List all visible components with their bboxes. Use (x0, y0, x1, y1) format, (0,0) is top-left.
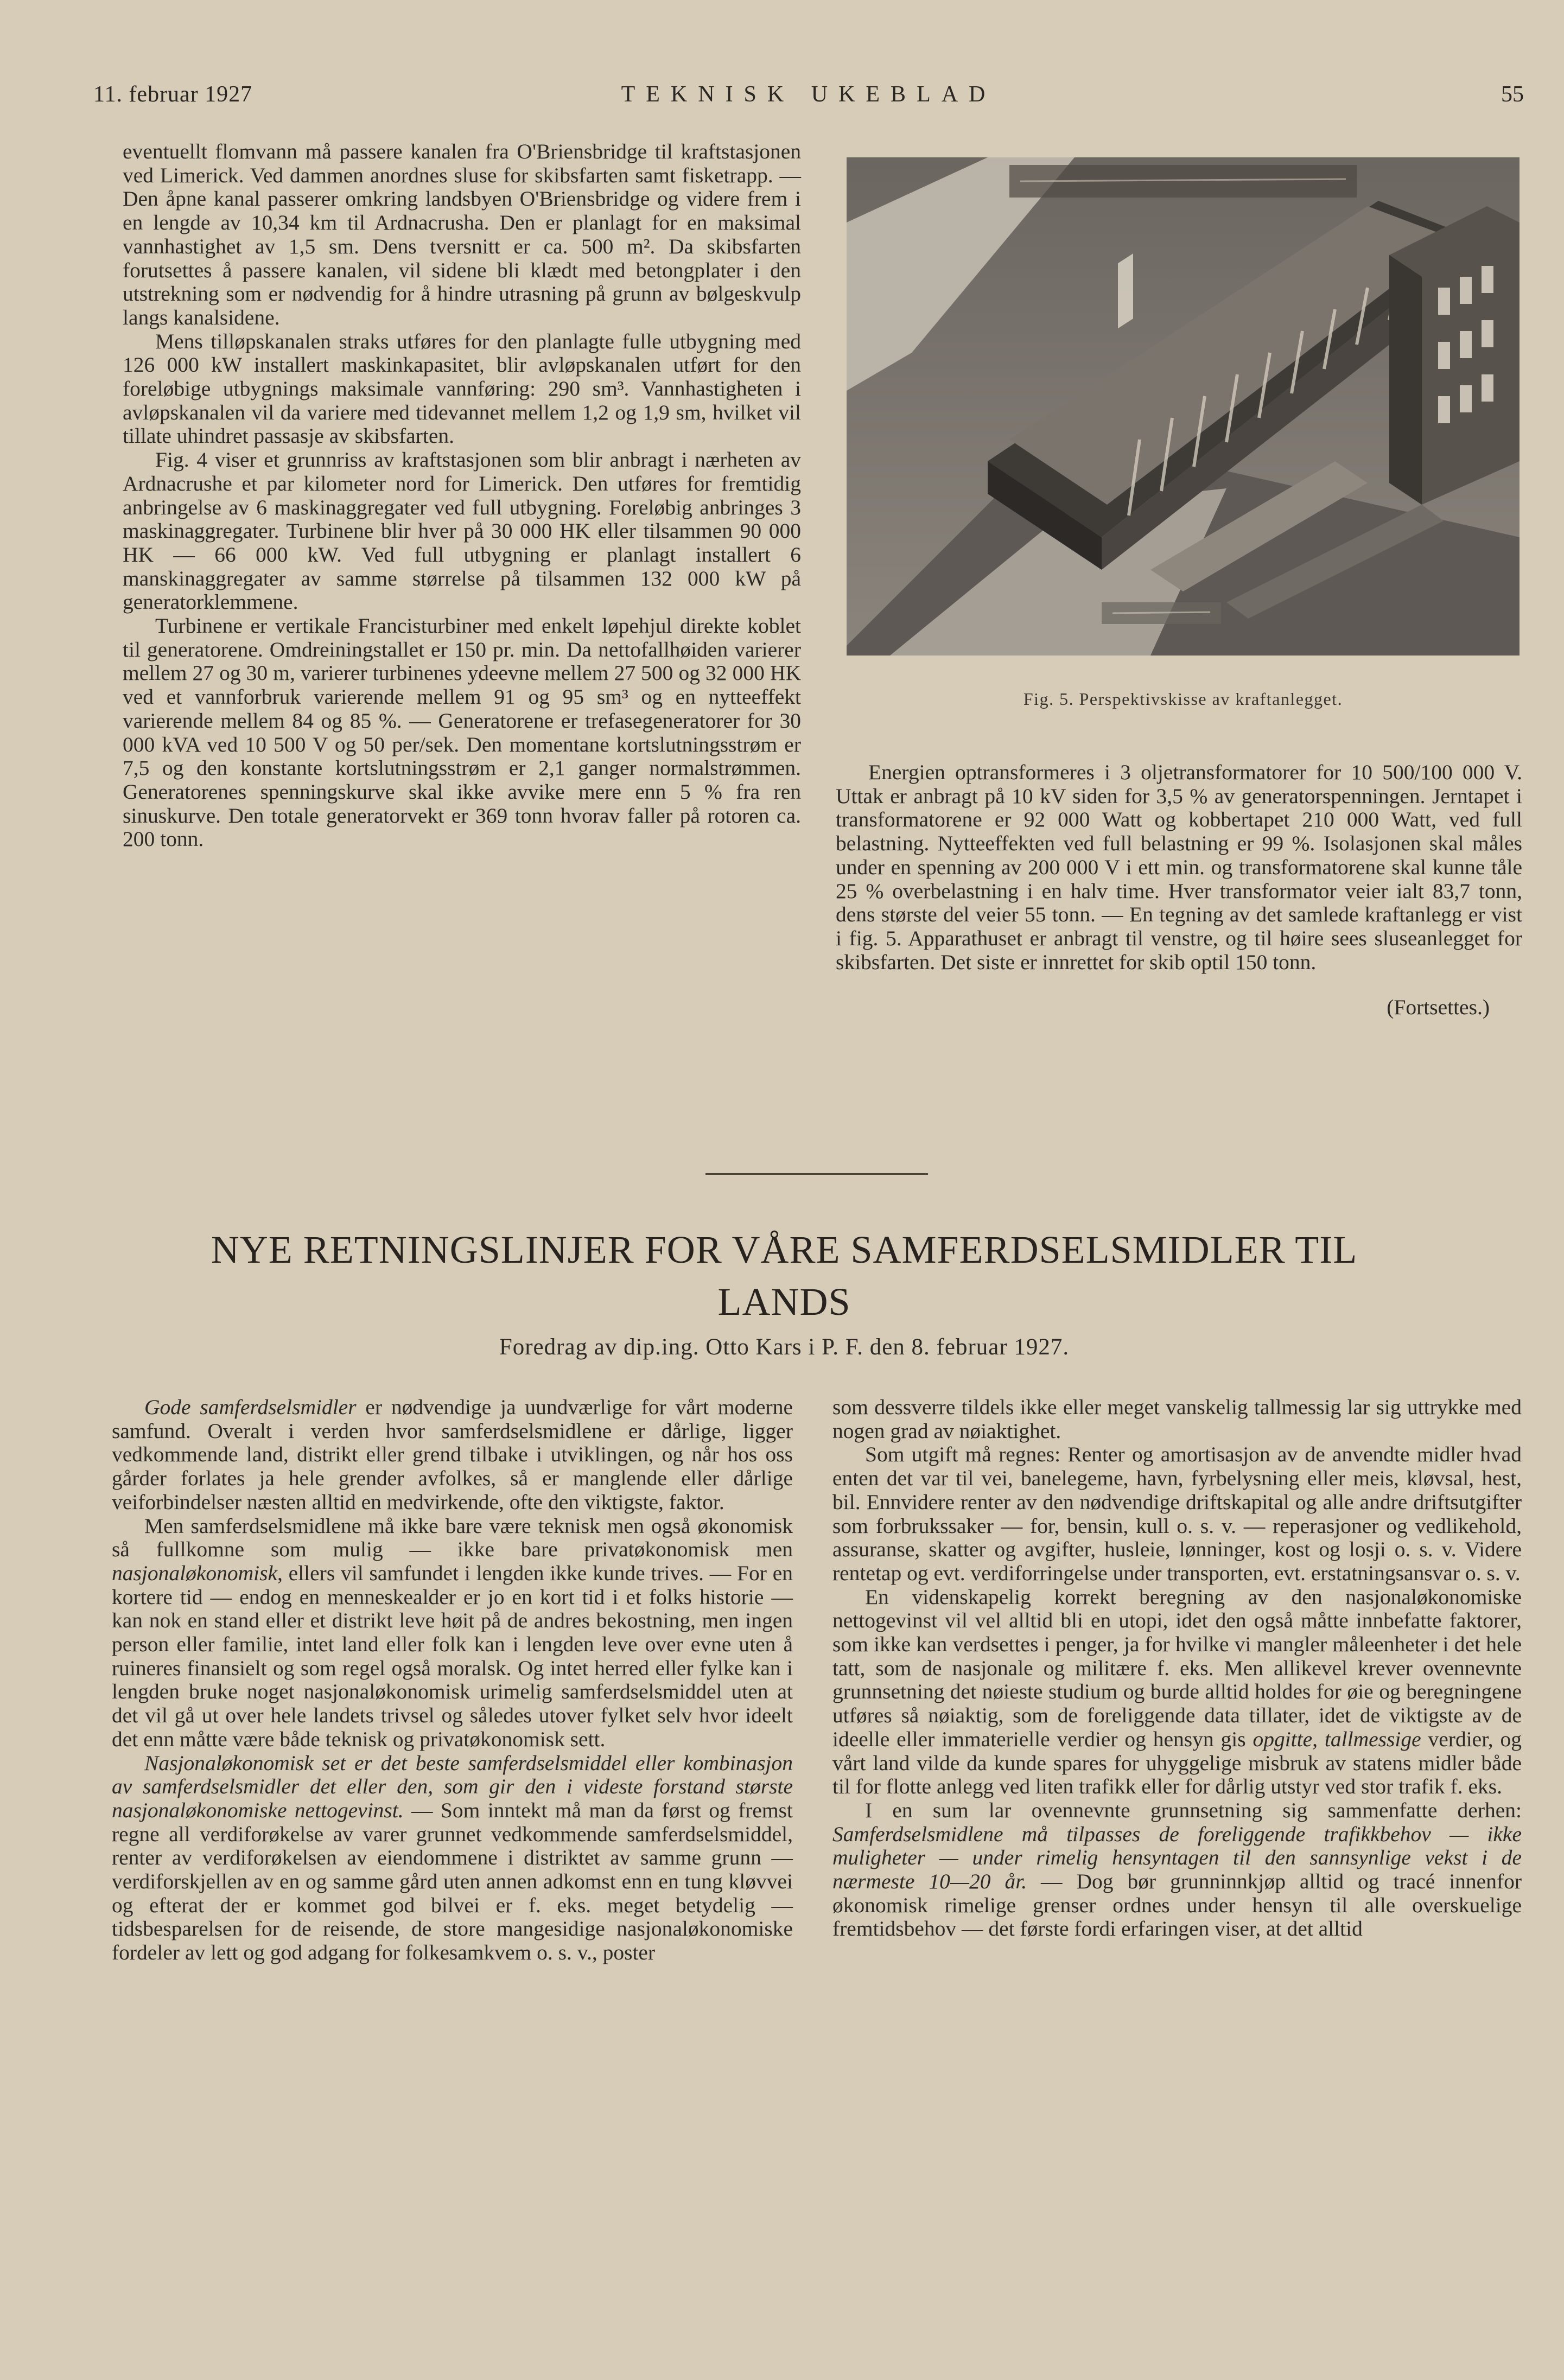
paragraph: Som utgift må regnes: Renter og amortisasjon av de anvendte midler hvad enten det var til vei, banelegeme, havn, fyrbelysning eller meis, kløvsal, hest, bil. Ennvidere renter av den nødvendige driftskapital og alle andre driftsutgifter som forbrukssaker — for, bensin, kull o. s. v. — reperasjoner og vedlikehold, assuranse, skatter og avgifter, husleie, lønninger, kost og losji o. s. v. Videre rentetap og evt. verdiforringelse under transporten, evt. erstatningsansvar o. s. v. (832, 1442, 1522, 1585)
column-1 (123, 140, 801, 851)
paragraph: Turbinene er vertikale Francisturbiner med enkelt løpehjul direkte koblet til generatorene. Omdreiningstallet er 150 pr. min. Da nettofallhøiden varierer mellem 27 og 30 m, varierer turbinenes ydeevne mellem 27 500 og 32 000 HK ved et vannforbruk varierende mellem 91 og 95 sm³ og en nytteeffekt varierende mellem 84 og 85 %. — Generatorene er trefasegeneratorer for 30 000 kVA ved 10 500 V og 50 per/sek. Den momentane kortslutningsstrøm er 7,5 og den konstante kortslutningsstrøm er 2,1 ganger normalstrømmen. Generatorenes spenningskurve skal ikke avvike mere enn 5 % fra ren sinuskurve. Den totale generatorvekt er 369 tonn hvorav faller på rotoren ca. 200 tonn. (123, 614, 801, 851)
emphasis: opgitte, tallmessige (1253, 1727, 1421, 1751)
paragraph: Mens tilløpskanalen straks utføres for den planlagte fulle utbygning med 126 000 kW installert maskinkapasitet, blir avløpskanalen utført for den foreløbige utbygnings maksimale vannføring: 290 sm³. Vannhastigheten i avløpskanalen vil da variere med tidevannet mellem 1,2 og 1,9 sm, hvilket vil tillate uhindret passasje av skibsfarten. (123, 329, 801, 448)
paragraph: som dessverre tildels ikke eller meget vanskelig tallmessig lar sig uttrykke med nogen grad av nøiaktighet. (832, 1395, 1522, 1443)
paragraph (112, 1396, 793, 1514)
emphasis: nasjonaløkonomisk (112, 1561, 278, 1585)
paragraph (832, 1799, 1522, 1941)
power-station-perspective-image (847, 157, 1520, 656)
paragraph (112, 1752, 793, 1965)
perspective-sketch-illustration (847, 157, 1520, 656)
paragraph-text: Men samferdselsmidlene må ikke bare være teknisk men også økonomisk så fullkomne som mulig — ikke bare privatøkonomisk men (112, 1513, 793, 1562)
paragraph-text: er nødvendige ja uundværlige for vårt moderne samfund. Overalt i verden hvor samferdselsmidlene er dårlige, ligger vedkommende land, distrikt eller grend tilbake i utviklingen, og når hos oss gårder forlates ja hele grender avfolkes, så er manglende eller dårlige veiforbindelser næsten alltid en medvirkende, ofte den viktigste, faktor. (112, 1395, 793, 1514)
article-byline: Foredrag av dip.ing. Otto Kars i P. F. den 8. februar 1927. (499, 1334, 1070, 1360)
emphasis: Gode samferdselsmidler (144, 1395, 357, 1419)
paragraph: Fig. 4 viser et grunnriss av kraftstasjonen som blir anbragt i nærheten av Ardnacrushe et par kilometer nord for Limerick. Den utføres for fremtidig anbringelse av 6 maskinaggregater ved full utbygning. Foreløbig anbringes 3 maskinaggregater. Turbinene blir hver på 30 000 HK eller tilsammen 90 000 HK — 66 000 kW. Ved full utbygning er planlagt installert 6 manskinaggregater av samme størrelse på tilsammen 132 000 kW på generatorklemmene. (123, 448, 801, 614)
paragraph-text: — Dog bør grunninnkjøp alltid og tracé innenfor økonomisk rimelige grenser ordnes under hensyn til alle overskuelige fremtidsbehov — det første fordi erfaringen viser, at det alltid (832, 1869, 1522, 1941)
article-headline: NYE RETNINGSLINJER FOR VÅRE SAMFERDSELSMIDLER TIL LANDS (211, 1228, 1358, 1323)
emphasis: Nasjonaløkonomisk set er det beste samferdselsmiddel eller kombinasjon av samferdselsmidler det eller den, som gir den i videste forstand største nasjonaløkonomiske nettogevinst. (112, 1751, 793, 1822)
publication-title: TEKNISK UKEBLAD (621, 82, 996, 107)
paragraph-text: , ellers vil samfundet i lengden ikke kunde trives. — For en kortere tid — endog en menneskealder er jo en kort tid i et folks historie — kan nok en stand eller et distrikt leve høit på de andres bekostning, men ingen person eller familie, intet land eller folk kan i lengden leve over evne uten å ruineres finansielt og som regel også moralsk. Og intet herred eller fylke kan i lengden bruke noget nasjonaløkonomisk urimelig samferdselsmiddel uten at det vil gå ut over hele landets trivsel og således utover fylket selv hvor ideelt det enn måtte være både teknisk og privatøkonomisk sett. (112, 1561, 793, 1751)
emphasis: Samferdselsmidlene må tilpasses de foreliggende trafikkbehov — ikke muligheter — under rimelig hensyntagen til den sannsynlige vekst i de nærmeste 10—20 år. (832, 1822, 1522, 1894)
paragraph: eventuellt flomvann må passere kanalen fra O'Briensbridge til kraftstasjonen ved Limerick. Ved dammen anordnes sluse for skibsfarten samt fisketrapp. — Den åpne kanal passerer omkring landsbyen O'Briensbridge og videre frem i en lengde av 10,34 km til Ardnacrusha. Den er planlagt for en maksimal vannhastighet av 1,5 sm. Dens tversnitt er ca. 500 m². Da skibsfarten forutsettes å passere kanalen, vil sidene bli klædt med betongplater i den utstrekning som er nødvendig for å hindre utrasning på grunn av bølgeskvulp langs kanalsidene. (123, 139, 801, 329)
page-header (93, 81, 1524, 114)
paragraph-text: — Som inntekt må man da først og fremst regne all verdiforøkelse av varer grunnet vedkommende samferdselsmiddel, renter av verdiforøkelsen av eiendommene i distriktet av samme grunn — verdiforskjellen av en og samme gård uten annen adkomst enn en tung kløvvei og efterat der er kommet god bilvei er f. eks. meget betydelig — tidsbesparelsen for de reisende, de store mangesidige nasjonaløkonomiske fordeler av lett og god adgang for folkesamkvem o. s. v., poster (112, 1798, 793, 1965)
page-number: 55 (1501, 82, 1524, 107)
paragraph-text: En videnskapelig korrekt beregning av den nasjonaløkonomiske nettogevinst vil vel alltid bli en utopi, idet den også måtte innbefatte faktorer, som ikke kan verdsettes i penger, ja for hvilke vi mangler måleenheter i det hele tatt, som de nasjonale og militære f. eks. Men allikevel krever ovennevnte grunnsetning det nøieste studium og burde alltid holdes for øie og beregningene utføres så nøiaktig, som de foreliggende data tillater, idet de viktigste av de ideelle eller immaterielle verdier og hensyn gis (832, 1584, 1522, 1751)
column-3 (112, 1396, 793, 1965)
paragraph (832, 1586, 1522, 1799)
section-divider (705, 1173, 928, 1175)
paragraph: Energien optransformeres i 3 oljetransformatorer for 10 500/100 000 V. Uttak er anbragt på 10 kV siden for 3,5 % av generatorspenningen. Jerntapet i transformatorene er 92 000 Watt og kobbertapet 210 000 Watt, ved full belastning. Nytteeffekten ved full belastning er 99 %. Isolasjonen skal måles under en spenning av 200 000 V i ett min. og transformatorene skal kunne tåle 25 % overbelastning i en halv time. Hver transformator veier ialt 83,7 tonn, dens største del veier 55 tonn. — En tegning av det samlede kraftanlegg er vist i fig. 5. Apparathuset er anbragt til venstre, og til høire sees sluseanlegget for skibsfarten. Det siste er innrettet for skib optil 150 tonn. (836, 760, 1522, 974)
column-2 (836, 761, 1522, 1020)
paragraph-text: verdier, og vårt land vilde da kunde spares for uhyggelige misbruk av statens midler både til for flotte anlegg ved liten trafikk eller for dårlig utstyr ved stor trafik f. eks. (832, 1727, 1522, 1799)
figure-caption: Fig. 5. Perspektivskisse av kraftanlegget. (1023, 689, 1343, 709)
paragraph-text: I en sum lar ovennevnte grunnsetning sig sammenfatte derhen: (865, 1798, 1522, 1822)
paragraph (112, 1514, 793, 1752)
column-4 (832, 1396, 1522, 1941)
continued-note: (Fortsettes.) (1387, 995, 1490, 1020)
issue-date: 11. februar 1927 (93, 82, 253, 107)
